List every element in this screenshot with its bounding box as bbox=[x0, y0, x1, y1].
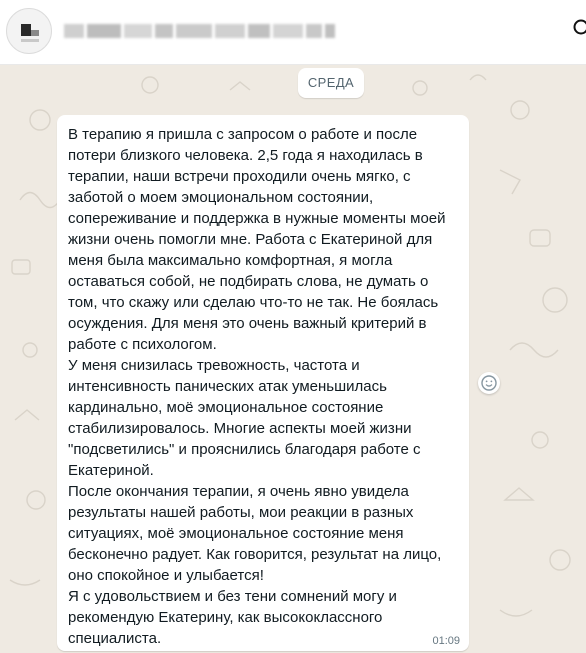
message-time: 01:09 bbox=[432, 635, 460, 647]
contact-name-redacted[interactable] bbox=[64, 22, 335, 40]
redacted-segment bbox=[215, 24, 245, 38]
redacted-segment bbox=[325, 24, 335, 38]
date-divider: СРЕДА bbox=[298, 68, 364, 98]
message-paragraph: Я с удовольствием и без тени сомнений могу и рекомендую Екатерину, как высококлассного специалиста. bbox=[68, 588, 397, 647]
chat-header bbox=[0, 0, 586, 65]
redacted-segment bbox=[87, 24, 121, 38]
redacted-segment bbox=[248, 24, 270, 38]
redacted-segment bbox=[155, 24, 173, 38]
message-paragraph: После окончания терапии, я очень явно увидела результаты нашей работы, мои реакции в разных ситуациях, моё эмоциональное состояние меня бесконечно радует. Как говорится, результат на лицо, оно спокойное и улыбается! bbox=[68, 483, 442, 584]
redacted-segment bbox=[306, 24, 322, 38]
redacted-segment bbox=[273, 24, 303, 38]
redacted-segment bbox=[124, 24, 152, 38]
avatar-caption bbox=[21, 39, 39, 42]
avatar[interactable] bbox=[6, 8, 52, 54]
react-button[interactable] bbox=[478, 372, 500, 394]
message-text bbox=[68, 124, 459, 649]
message-bubble[interactable] bbox=[57, 115, 469, 651]
message-paragraph: В терапию я пришла с запросом о работе и после потери близкого человека. 2,5 года я находилась в терапии, наши встречи проходили очень мягко, с заботой о моем эмоциональном состоянии, сопереживание и поддержка в нужные моменты моей жизни очень помогли мне. Работа с Екатериной для меня была максимально комфортная, я могла оставаться собой, не подбирать слова, не думать о том, что скажу или сделаю что-то не так. Не боялась осуждения. Для меня это очень важный критерий в работе с психологом. bbox=[68, 126, 446, 353]
message-paragraph: У меня снизилась тревожность, частота и интенсивность панических атак уменьшилась кардинально, моё эмоциональное состояние стабилизировалось. Многие аспекты моей жизни "подсветились" и прояснились благодаря работе с Екатериной. bbox=[68, 357, 421, 479]
avatar-mark bbox=[21, 24, 31, 36]
redacted-segment bbox=[64, 24, 84, 38]
avatar-mark-secondary bbox=[31, 30, 39, 36]
redacted-segment bbox=[176, 24, 212, 38]
smiley-icon bbox=[478, 372, 500, 394]
search-icon[interactable] bbox=[572, 18, 586, 44]
